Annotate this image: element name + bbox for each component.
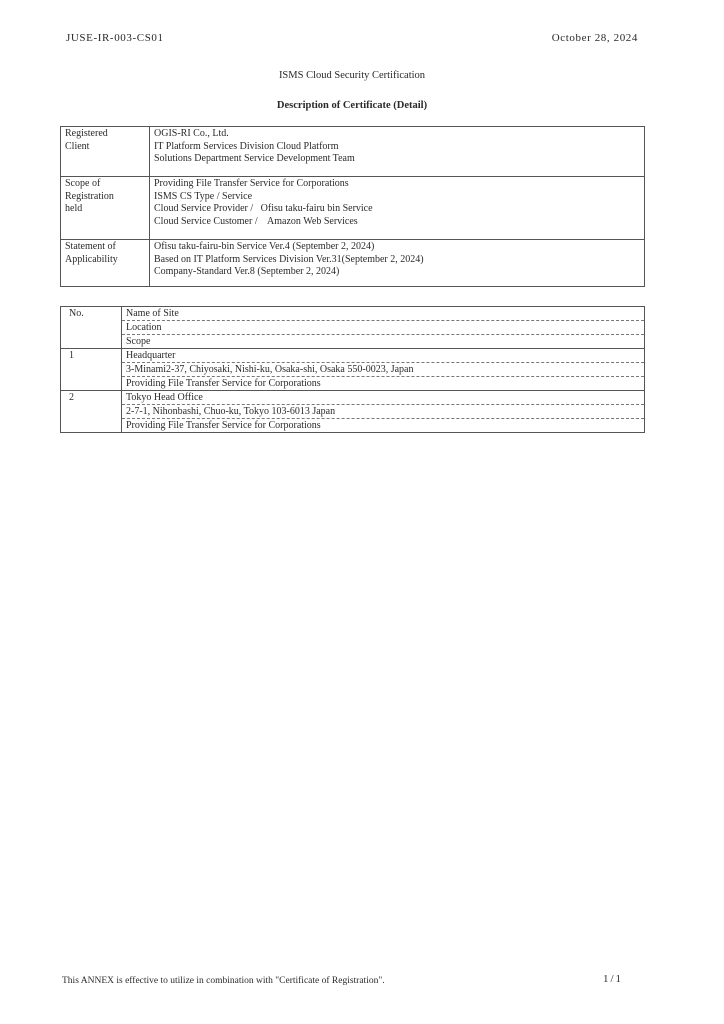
certificate-table — [60, 126, 645, 287]
table-row — [61, 349, 645, 363]
document-title: ISMS Cloud Security Certification — [278, 70, 426, 81]
value-line: Solutions Department Service Development Team — [154, 153, 355, 165]
value-line: Cloud Service Customer / Amazon Web Services — [154, 215, 358, 227]
label-line: Registered — [65, 128, 108, 139]
statement-row — [61, 240, 645, 287]
label-line: Scope of — [65, 178, 101, 189]
table-row — [61, 377, 645, 391]
scope-label — [61, 177, 150, 240]
table-row — [61, 363, 645, 377]
document-date: October 28, 2024 — [551, 32, 638, 44]
site-name: Tokyo Head Office — [122, 391, 645, 405]
statement-label — [61, 240, 150, 287]
document-id: JUSE-IR-003-CS01 — [66, 32, 164, 44]
value-line: Providing File Transfer Service for Corporations — [154, 178, 349, 189]
value-line: Cloud Service Provider / Ofisu taku-fairu bin Service — [154, 203, 373, 215]
table-row — [61, 391, 645, 405]
site-name: Headquarter — [122, 349, 645, 363]
site-number: 1 — [61, 349, 122, 363]
sites-table — [60, 306, 645, 433]
name-header: Name of Site — [122, 307, 645, 321]
value-line: Based on IT Platform Services Division Ver.31(September 2, 2024) — [154, 253, 424, 265]
value-line: ISMS CS Type / Service — [154, 190, 253, 202]
registered-client-label — [61, 127, 150, 177]
page-number: 1/1 — [603, 973, 624, 985]
label-line: Applicability — [65, 253, 118, 265]
site-number: 2 — [61, 391, 122, 405]
document-subtitle: Description of Certificate (Detail) — [276, 100, 428, 111]
table-row — [61, 419, 645, 433]
site-scope: Providing File Transfer Service for Corporations — [122, 377, 645, 391]
header-row — [61, 335, 645, 349]
value-line: Company-Standard Ver.8 (September 2, 2024) — [154, 266, 340, 278]
label-line: Client — [65, 140, 90, 152]
header-row — [61, 307, 645, 321]
footer-note: This ANNEX is effective to utilize in combination with "Certificate of Registration". — [62, 976, 385, 986]
scope-row — [61, 177, 645, 240]
site-scope: Providing File Transfer Service for Corporations — [122, 419, 645, 433]
table-row — [61, 405, 645, 419]
registered-client-row — [61, 127, 645, 177]
registered-client-value — [150, 127, 645, 177]
header-row — [61, 321, 645, 335]
site-location: 2-7-1, Nihonbashi, Chuo-ku, Tokyo 103-6013 Japan — [122, 405, 645, 419]
no-header: No. — [61, 307, 122, 321]
value-line: IT Platform Services Division Cloud Platform — [154, 140, 339, 152]
scope-header: Scope — [122, 335, 645, 349]
statement-value — [150, 240, 645, 287]
label-line: held — [65, 203, 83, 215]
label-line: Registration — [65, 190, 114, 202]
value-line: OGIS-RI Co., Ltd. — [154, 128, 229, 139]
site-location: 3-Minami2-37, Chiyosaki, Nishi-ku, Osaka-shi, Osaka 550-0023, Japan — [122, 363, 645, 377]
value-line: Ofisu taku-fairu-bin Service Ver.4 (September 2, 2024) — [154, 241, 375, 252]
scope-value — [150, 177, 645, 240]
label-line: Statement of — [65, 241, 116, 252]
location-header: Location — [122, 321, 645, 335]
